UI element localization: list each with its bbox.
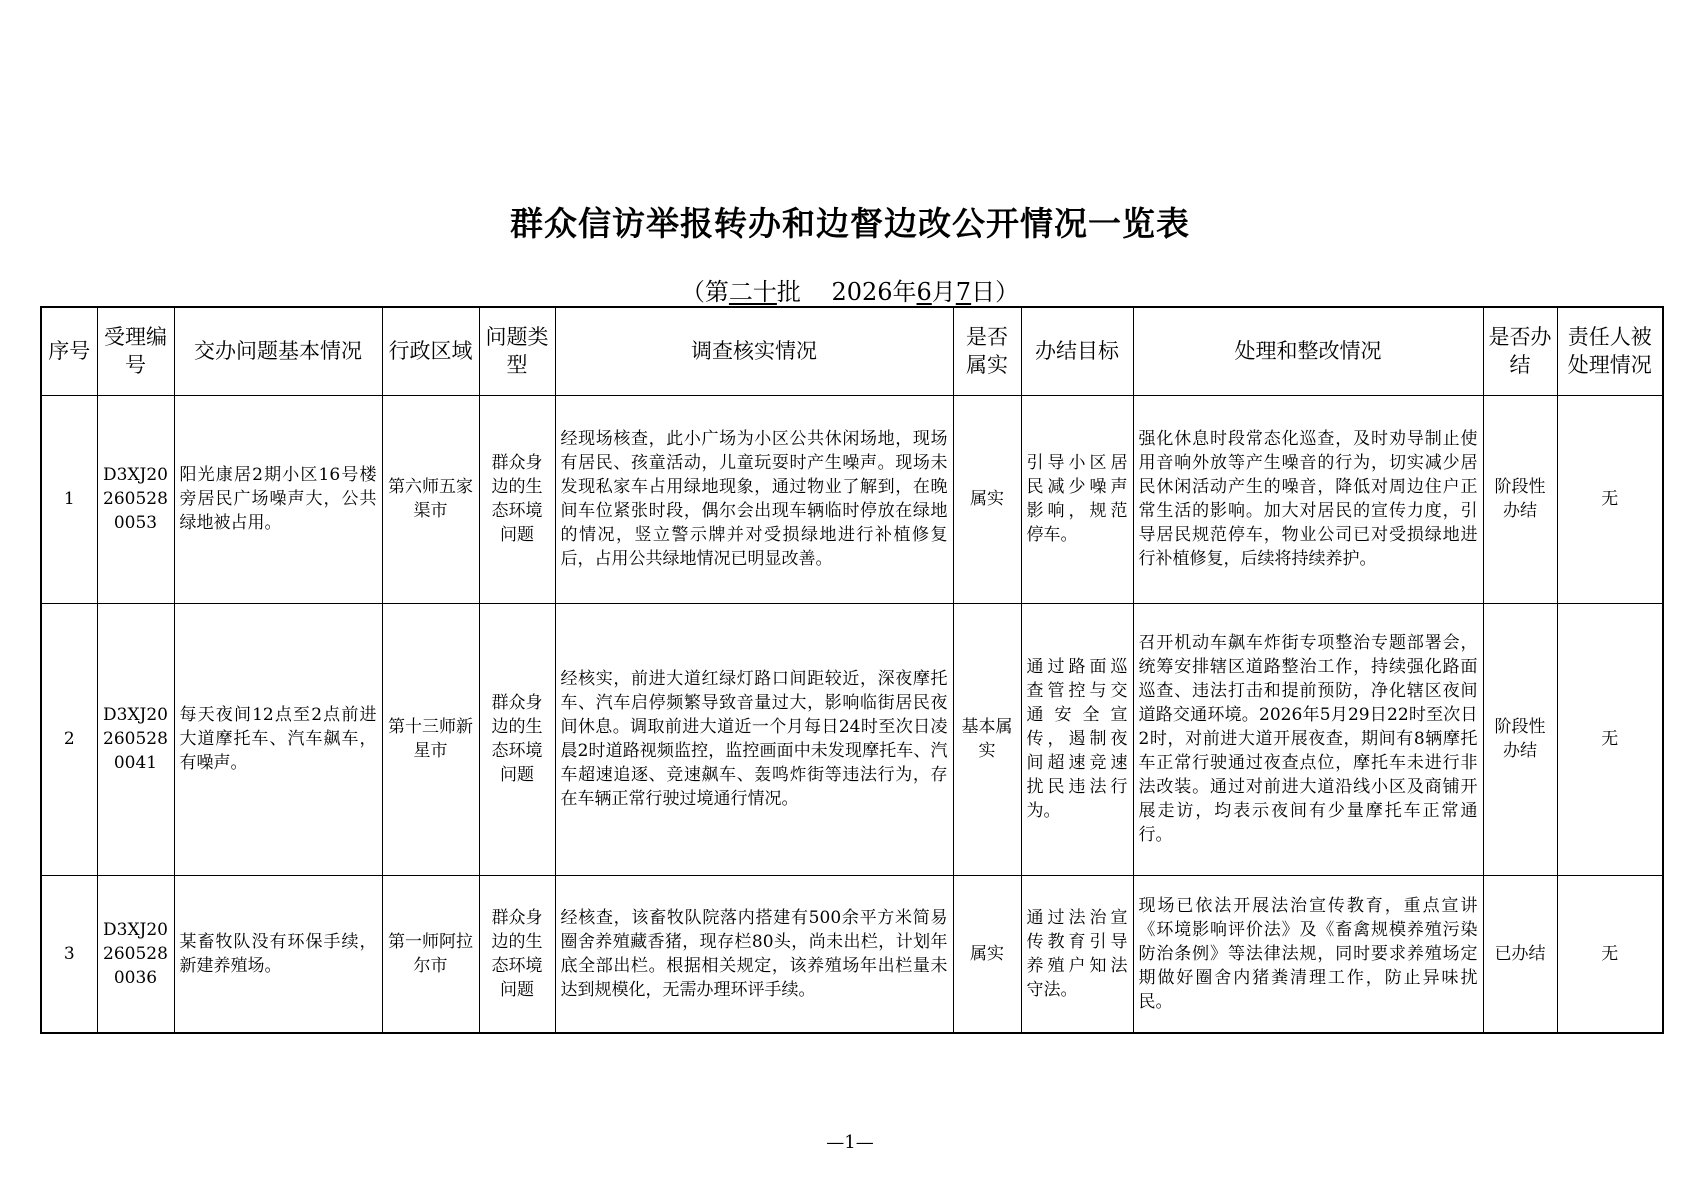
cell-issue: 每天夜间12点至2点前进大道摩托车、汽车飙车，有噪声。 bbox=[174, 603, 382, 875]
disclosure-table bbox=[40, 306, 1664, 1034]
cell-verified: 属实 bbox=[953, 395, 1021, 603]
header-seq: 序号 bbox=[41, 307, 97, 395]
cell-goal: 通过路面巡查管控与交通安全宣传，遏制夜间超速竞速扰民违法行为。 bbox=[1021, 603, 1133, 875]
close-paren: ） bbox=[995, 278, 1020, 306]
cell-region: 第一师阿拉尔市 bbox=[382, 875, 479, 1033]
cell-seq: 1 bbox=[41, 395, 97, 603]
batch-year: 2026 bbox=[831, 278, 893, 306]
cell-verified: 基本属实 bbox=[953, 603, 1021, 875]
header-accountability: 责任人被处理情况 bbox=[1557, 307, 1663, 395]
table-row bbox=[41, 875, 1663, 1033]
batch-line bbox=[0, 272, 1700, 307]
header-issue: 交办问题基本情况 bbox=[174, 307, 382, 395]
cell-closed: 阶段性办结 bbox=[1483, 603, 1557, 875]
cell-investigation: 经核查，该畜牧队院落内搭建有500余平方米简易圈舍养殖藏香猪，现存栏80头，尚未出栏，计划年底全部出栏。根据相关规定，该养殖场年出栏量未达到规模化，无需办理环评手续。 bbox=[555, 875, 953, 1033]
page-number: —1— bbox=[826, 1132, 874, 1153]
cell-accountability: 无 bbox=[1557, 875, 1663, 1033]
cell-seq: 2 bbox=[41, 603, 97, 875]
cell-type: 群众身边的生态环境问题 bbox=[479, 875, 555, 1033]
cell-accountability: 无 bbox=[1557, 603, 1663, 875]
cell-case-no: D3XJ202605280041 bbox=[97, 603, 174, 875]
batch-prefix: 第 bbox=[704, 278, 729, 306]
cell-case-no: D3XJ202605280036 bbox=[97, 875, 174, 1033]
header-goal: 办结目标 bbox=[1021, 307, 1133, 395]
header-type: 问题类型 bbox=[479, 307, 555, 395]
header-closed: 是否办结 bbox=[1483, 307, 1557, 395]
header-region: 行政区域 bbox=[382, 307, 479, 395]
table-row bbox=[41, 395, 1663, 603]
header-investigation: 调查核实情况 bbox=[555, 307, 953, 395]
cell-verified: 属实 bbox=[953, 875, 1021, 1033]
header-verified: 是否属实 bbox=[953, 307, 1021, 395]
cell-case-no: D3XJ202605280053 bbox=[97, 395, 174, 603]
day-suffix: 日 bbox=[971, 278, 996, 306]
year-suffix: 年 bbox=[892, 278, 917, 306]
cell-investigation: 经核实，前进大道红绿灯路口间距较近，深夜摩托车、汽车启停频繁导致音量过大，影响临街居民夜间休息。调取前进大道近一个月每日24时至次日凌晨2时道路视频监控，监控画面中未发现摩托车、汽车超速追逐、竞速飙车、轰鸣炸街等违法行为，存在车辆正常行驶过境通行情况。 bbox=[555, 603, 953, 875]
cell-accountability: 无 bbox=[1557, 395, 1663, 603]
table-header-row bbox=[41, 307, 1663, 395]
batch-suffix: 批 bbox=[776, 278, 801, 306]
cell-handling: 现场已依法开展法治宣传教育，重点宣讲《环境影响评价法》及《畜禽规模养殖污染防治条例》等法律法规，同时要求养殖场定期做好圈舍内猪粪清理工作，防止异味扰民。 bbox=[1133, 875, 1483, 1033]
batch-month: 6 bbox=[916, 278, 932, 306]
table-row bbox=[41, 603, 1663, 875]
cell-handling: 召开机动车飙车炸街专项整治专题部署会，统筹安排辖区道路整治工作，持续强化路面巡查、违法打击和提前预防，净化辖区夜间道路交通环境。2026年5月29日22时至次日2时，对前进大道开展夜查，期间有8辆摩托车正常行驶通过夜查点位，摩托车未进行非法改装。通过对前进大道沿线小区及商铺开展走访，均表示夜间有少量摩托车正常通行。 bbox=[1133, 603, 1483, 875]
cell-goal: 通过法治宣传教育引导养殖户知法守法。 bbox=[1021, 875, 1133, 1033]
cell-type: 群众身边的生态环境问题 bbox=[479, 395, 555, 603]
month-suffix: 月 bbox=[931, 278, 956, 306]
cell-goal: 引导小区居民减少噪声影响，规范停车。 bbox=[1021, 395, 1133, 603]
header-case-no: 受理编号 bbox=[97, 307, 174, 395]
header-handling: 处理和整改情况 bbox=[1133, 307, 1483, 395]
cell-closed: 已办结 bbox=[1483, 875, 1557, 1033]
cell-handling: 强化休息时段常态化巡查，及时劝导制止使用音响外放等产生噪音的行为，切实减少居民休闲活动产生的噪音，降低对周边住户正常生活的影响。加大对居民的宣传力度，引导居民规范停车，物业公司已对受损绿地进行补植修复，后续将持续养护。 bbox=[1133, 395, 1483, 603]
cell-region: 第十三师新星市 bbox=[382, 603, 479, 875]
cell-closed: 阶段性办结 bbox=[1483, 395, 1557, 603]
cell-issue: 阳光康居2期小区16号楼旁居民广场噪声大，公共绿地被占用。 bbox=[174, 395, 382, 603]
cell-seq: 3 bbox=[41, 875, 97, 1033]
cell-region: 第六师五家渠市 bbox=[382, 395, 479, 603]
open-paren: （ bbox=[680, 278, 705, 306]
cell-investigation: 经现场核查，此小广场为小区公共休闲场地，现场有居民、孩童活动，儿童玩耍时产生噪声。现场未发现私家车占用绿地现象，通过物业了解到，在晚间车位紧张时段，偶尔会出现车辆临时停放在绿地的情况，竖立警示牌并对受损绿地进行补植修复后，占用公共绿地情况已明显改善。 bbox=[555, 395, 953, 603]
cell-issue: 某畜牧队没有环保手续，新建养殖场。 bbox=[174, 875, 382, 1033]
cell-type: 群众身边的生态环境问题 bbox=[479, 603, 555, 875]
batch-number: 二十 bbox=[728, 278, 777, 306]
page-title: 群众信访举报转办和边督边改公开情况一览表 bbox=[510, 204, 1190, 243]
batch-day: 7 bbox=[955, 278, 972, 306]
